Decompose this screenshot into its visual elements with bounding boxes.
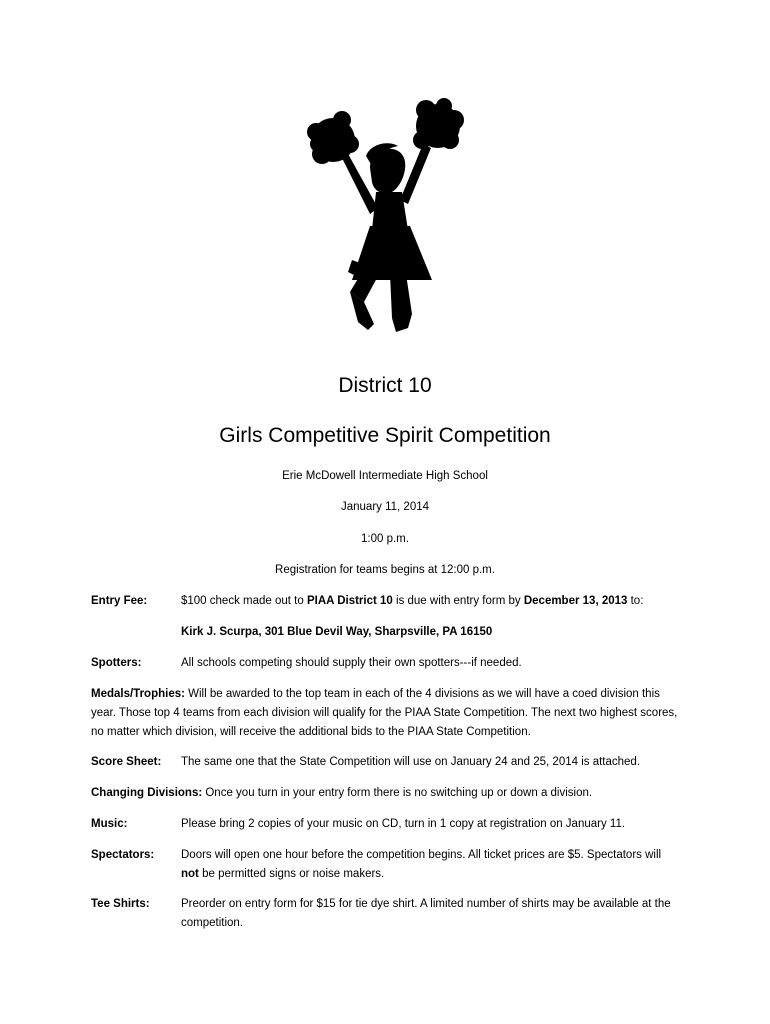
medals-paragraph	[91, 685, 681, 742]
page-title: District 10	[338, 374, 432, 397]
entry-fee-payee: PIAA District 10	[306, 595, 393, 607]
spectators-text: Doors will open one hour before the competition begins. All ticket prices are $5. Spectators will not be permitted signs or noise makers.	[181, 849, 662, 880]
music-text: Please bring 2 copies of your music on CD, turn in 1 copy at registration on January 11.	[181, 818, 626, 830]
event-registration: Registration for teams begins at 12:00 p.m.	[275, 564, 495, 576]
spectators-label: Spectators:	[91, 849, 155, 861]
medals-label: Medals/Trophies:	[91, 688, 185, 700]
page-subtitle: Girls Competitive Spirit Competition	[219, 424, 551, 447]
event-date: January 11, 2014	[340, 501, 430, 513]
medals-text: Will be awarded to the top team in each of the 4 divisions as we will have a coed division this year. Those top 4 teams from each division will qualify for the PIAA State Competition. The next two highest scores, no matter which division, will receive the additional bids to the PIAA State Competition.	[91, 688, 678, 738]
score-sheet-label: Score Sheet:	[91, 756, 162, 768]
changing-divisions-paragraph	[91, 784, 681, 803]
spotters-label: Spotters:	[91, 657, 142, 669]
changing-divisions-text: Once you turn in your entry form there is no switching up or down a division.	[202, 787, 593, 799]
music-label: Music:	[91, 818, 128, 830]
entry-fee-label: Entry Fee:	[91, 595, 148, 607]
score-sheet-text: The same one that the State Competition will use on January 24 and 25, 2014 is attached.	[181, 756, 641, 768]
tee-shirts-label: Tee Shirts:	[91, 898, 150, 910]
spotters-text: All schools competing should supply their own spotters---if needed.	[181, 657, 522, 669]
event-time: 1:00 p.m.	[361, 533, 409, 545]
tee-shirts-text: Preorder on entry form for $15 for tie dye shirt. A limited number of shirts may be available at the competition.	[181, 898, 671, 929]
entry-fee-deadline: December 13, 2013	[523, 595, 628, 607]
entry-fee-address: Kirk J. Scurpa, 301 Blue Devil Way, Sharpsville, PA 16150	[181, 626, 493, 638]
cheerleader-silhouette-icon	[300, 96, 472, 338]
changing-divisions-label: Changing Divisions:	[91, 787, 203, 799]
entry-fee-text: $100 check made out to PIAA District 10 is due with entry form by December 13, 2013 to:	[181, 595, 644, 607]
spectators-emphasis: not	[181, 868, 199, 880]
changing-divisions-section	[91, 784, 681, 803]
medals-section	[91, 685, 681, 742]
event-venue: Erie McDowell Intermediate High School	[282, 470, 488, 482]
